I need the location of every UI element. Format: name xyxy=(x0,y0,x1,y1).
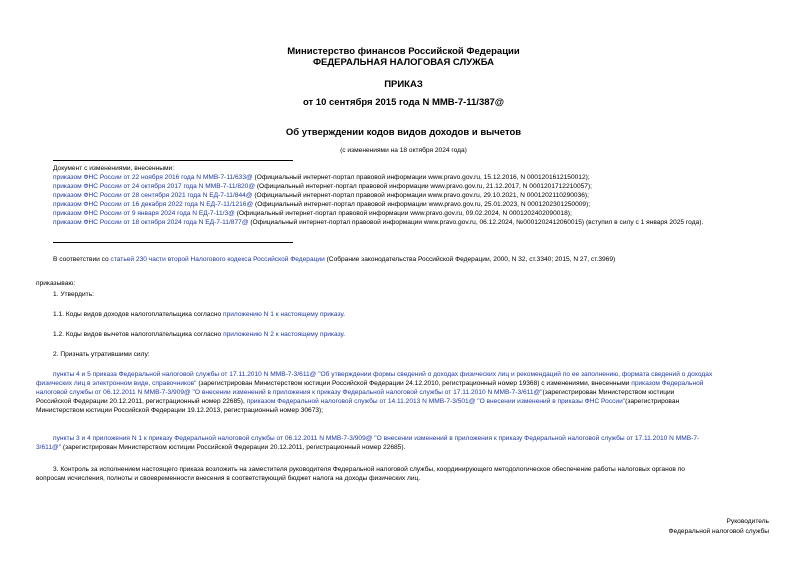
change-item xyxy=(53,209,703,218)
change-link[interactable]: приказом ФНС России от 18 октября 2024 года N ЕД-7-11/877@ xyxy=(53,219,249,226)
appendix-2-link[interactable]: приложению N 2 к настоящему приказу xyxy=(223,331,344,338)
change-link[interactable]: приказом ФНС России от 24 октября 2017 года N ММВ-7-11/820@ xyxy=(53,183,256,190)
change-item xyxy=(53,182,703,191)
top-divider xyxy=(53,160,293,161)
change-text: (Официальный интернет-портал правовой информации www.pravo.gov.ru, 09.02.2024, N 0001202402090018); xyxy=(234,210,572,217)
change-text: (Официальный интернет-портал правовой информации www.pravo.gov.ru, 21.12.2017, N 0001201712210057); xyxy=(255,183,592,190)
order-fns-2013-link[interactable]: приказом Федеральной налоговой службы от 14.11.2013 N ММВ-7-3/501@ "О внесении изменений в приказы ФНС России" xyxy=(246,398,626,405)
basis-paragraph xyxy=(53,255,615,264)
invalid-1-text-5: Министерством юстиции Российской Федерации 19.12.2013, регистрационный номер 30673); xyxy=(36,407,324,414)
order-fns-link-cont[interactable]: налоговой службы от 06.12.2011 N ММВ-7-3/909@ "О внесении изменений в приложения к приказу Федеральной налоговой службы от 17.11.2010 N ММВ-7-3/611@" xyxy=(36,389,543,396)
doc-type: ПРИКАЗ xyxy=(384,79,423,90)
changes-list xyxy=(53,164,703,227)
change-link[interactable]: приказом ФНС России от 16 декабря 2022 года N ЕД-7-11/1216@ xyxy=(53,201,254,208)
invalid-1-text: (зарегистрирован Министерством юстиции Российской Федерации 24.12.2010, регистрационный номер 19368) с изменениями, внесенными xyxy=(196,380,632,387)
invalid-item-2 xyxy=(36,434,699,452)
item-text-post: . xyxy=(343,311,345,318)
change-text: (Официальный интернет-портал правовой информации www.pravo.gov.ru, 29.10.2021, N 0001202110290036); xyxy=(252,192,589,199)
change-text: (Официальный интернет-портал правовой информации www.pravo.gov.ru, 25.01.2023, N 0001202301250009); xyxy=(253,201,591,208)
change-item xyxy=(53,191,703,200)
item-text-post: . xyxy=(343,331,346,338)
invalid-2-link-cont[interactable]: 3/611@" xyxy=(36,444,62,451)
invalid-item-1 xyxy=(36,370,712,415)
change-link[interactable]: приказом ФНС России от 22 ноября 2016 года N ММВ-7-11/633@ xyxy=(53,174,253,181)
item-1: 1. Утвердить: xyxy=(53,291,94,298)
item-1-2 xyxy=(53,330,345,339)
invalid-1-text-4: (зарегистрирован xyxy=(625,398,680,405)
change-link[interactable]: приказом ФНС России от 9 января 2024 года N ЕД-7-11/3@ xyxy=(53,210,235,217)
invalid-1-link[interactable]: пункты 4 и 5 приказа Федеральной налоговой службы от 17.11.2010 N ММВ-7-3/611@ "Об утверждении формы сведений о доходах физических лиц и рекомендаций по ее заполнению, формата сведений о доходах xyxy=(53,371,713,378)
changes-note: (с изменениями на 18 октября 2024 года) xyxy=(340,147,467,154)
order-fns-link[interactable]: приказом Федеральной xyxy=(631,380,704,387)
changes-intro: Документ с изменениями, внесенными: xyxy=(53,165,175,172)
change-item xyxy=(53,173,703,182)
bottom-divider xyxy=(53,242,293,243)
service-name: ФЕДЕРАЛЬНАЯ НАЛОГОВАЯ СЛУЖБА xyxy=(312,57,495,68)
basis-text-post: (Собрание законодательства Российской Федерации, 2000, N 32, ст.3340; 2015, N 27, ст.3969) xyxy=(324,256,616,263)
change-text: (Официальный интернет-портал правовой информации www.pravo.gov.ru, 15.12.2016, N 0001201612150012); xyxy=(252,174,590,181)
basis-text: В соответствии со xyxy=(53,256,111,263)
invalid-2-link[interactable]: пункты 3 и 4 приложения N 1 к приказу Федеральной налоговой службы от 06.12.2011 N ММВ-7-3/909@ "О внесении изменений в приложения к приказу Федеральной налоговой службы от 17.11.2010 N ММВ-7- xyxy=(53,435,700,442)
invalid-2-text: (зарегистрирован Министерством юстиции Российской Федерации 20.12.2011, регистрационный номер 22685). xyxy=(61,444,406,451)
item-2: 2. Признать утратившими силу: xyxy=(53,351,150,358)
item-3 xyxy=(36,465,685,483)
ministry-name: Министерство финансов Российской Федерации xyxy=(287,46,520,57)
tax-code-link[interactable]: статьей 230 части второй Налогового кодекса Российской Федерации xyxy=(110,256,325,263)
doc-title: Об утверждении кодов видов доходов и вычетов xyxy=(285,127,522,138)
change-item xyxy=(53,218,703,227)
invalid-1-text-3: Российской Федерации 20.12.2011, регистрационный номер 22685), xyxy=(36,398,247,405)
doc-date-number: от 10 сентября 2015 года N ММВ-7-11/387@ xyxy=(302,97,505,108)
item-3-line-1: 3. Контроль за исполнением настоящего приказа возложить на заместителя руководителя Федеральной налоговой службы, координирующего методологическое обеспечение работы налоговых органов по xyxy=(53,466,685,473)
item-text: 1.1. Коды видов доходов налогоплательщика согласно xyxy=(53,311,224,318)
item-3-line-2: вопросам исчисления, полноты и своевременности внесения в соответствующий бюджет налога на доходы физических лиц. xyxy=(36,475,421,482)
change-text: (Официальный интернет-портал правовой информации www.pravo.gov.ru, 06.12.2024, №0001202412060015) (вступил в силу с 1 января 2025 года). xyxy=(248,219,704,226)
order-word: приказываю: xyxy=(36,280,76,287)
signature-title: Руководитель xyxy=(726,518,769,525)
appendix-1-link[interactable]: приложению N 1 к настоящему приказу xyxy=(223,311,344,318)
change-link[interactable]: приказом ФНС России от 28 сентября 2021 года N ЕД-7-11/844@ xyxy=(53,192,253,199)
invalid-1-link-cont[interactable]: физических лиц в электронном виде, справочников" xyxy=(36,380,197,387)
signature-org: Федеральной налоговой службы xyxy=(668,528,769,535)
invalid-1-text-2: (зарегистрирован Министерством юстиции xyxy=(542,389,675,396)
item-text: 1.2. Коды видов вычетов налогоплательщика согласно xyxy=(53,331,224,338)
item-1-1 xyxy=(53,310,345,319)
change-item xyxy=(53,200,703,209)
